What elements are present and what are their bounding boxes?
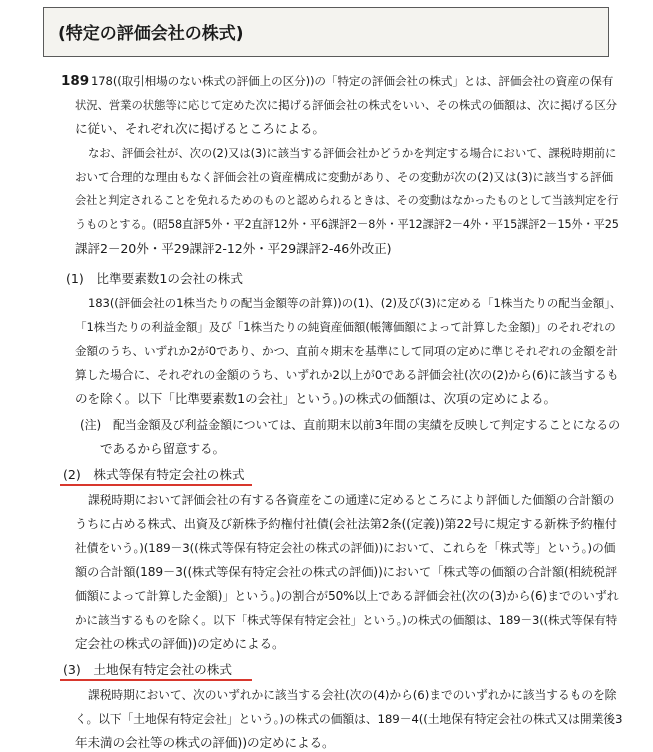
section-title-box: [43, 7, 609, 57]
item-2-line-1: 課税時期において評価会社の有する各資産をこの通達に定めるところにより評価した価額の合計額の: [88, 493, 615, 507]
note-line-1: なお、評価会社が、次の(2)又は(3)に該当する評価会社かどうかを判定する場合において、課税時期前に: [88, 146, 617, 160]
item-1-line-4: 算した場合に、それぞれの金額のうち、いずれか2以上が0である評価会社(次の(2)から(6)に該当するも: [75, 368, 619, 382]
item-2-line-2: うちに占める株式、出資及び新株予約権付社債(会社法第2条((定義))第22号に規定する新株予約権付: [75, 517, 617, 531]
section-title: (特定の評価会社の株式): [58, 24, 244, 44]
item-3-line-2: く。以下「土地保有特定会社」という。)の株式の価額は、189－4((土地保有特定会社の株式又は開業後3: [75, 712, 623, 726]
item-2-line-7: 定会社の株式の評価))の定めによる。: [75, 636, 285, 651]
item-1-line-5: のを除く。以下「比準要素数1の会社」という。)の株式の価額は、次項の定めによる。: [75, 391, 556, 406]
item-2-line-4: 額の合計額(189－3((株式等保有特定会社の株式の評価))において「株式等の価額の合計額(相続税評: [75, 565, 618, 579]
item-2-heading: (2) 株式等保有特定会社の株式: [63, 467, 245, 482]
item-2-heading-underline: [60, 484, 252, 486]
intro-line-1: 178((取引相場のない株式の評価上の区分))の「特定の評価会社の株式」とは、評価会社の資産の保有: [91, 74, 614, 88]
intro-line-3: に従い、それぞれ次に掲げるところによる。: [75, 121, 325, 136]
item-2-line-5: 価額によって計算した金額)」という。)の割合が50%以上である評価会社(次の(3)から(6)までのいずれ: [75, 589, 619, 603]
note-line-2: おいて合理的な理由もなく評価会社の資産構成に変動があり、その変動が次の(2)又は(3)に該当する評価: [75, 170, 613, 184]
item-3-heading: (3) 土地保有特定会社の株式: [63, 662, 232, 677]
item-2-line-3: 社債をいう。)(189－3((株式等保有特定会社の株式の評価))において、これらを「株式等」という。)の価: [75, 541, 616, 555]
item-2-line-6: かに該当するものを除く。以下「株式等保有特定会社」という。)の株式の価額は、189－3((株式等保有特: [75, 613, 618, 627]
item-1-heading: (1) 比準要素数1の会社の株式: [66, 271, 243, 286]
item-1-remark-line-1: (注) 配当金額及び利益金額については、直前期末以前3年間の実績を反映して判定することになるの: [80, 418, 621, 432]
item-1-line-1: 183((評価会社の1株当たりの配当金額等の計算))の(1)、(2)及び(3)に定める「1株当たりの配当金額」、: [88, 296, 622, 310]
intro-line-2: 状況、営業の状態等に応じて定めた次に掲げる評価会社の株式をいい、その株式の価額は、次に掲げる区分: [75, 98, 617, 112]
item-1-line-3: 金額のうち、いずれか2が0であり、かつ、直前々期末を基準にして同項の定めに準じそれぞれの金額を計: [75, 344, 618, 358]
note-line-3: 会社と判定されることを免れるためのものと認められるときは、その変動はなかったものとして当該判定を行: [75, 194, 619, 207]
item-3-line-1: 課税時期において、次のいずれかに該当する会社(次の(4)から(6)までのいずれかに該当するものを除: [88, 688, 617, 702]
note-line-5: 課評2－20外・平29課評2-12外・平29課評2-46外改正): [75, 241, 392, 256]
section-number: 189: [61, 73, 90, 89]
item-3-heading-underline: [60, 679, 252, 681]
note-line-4: うものとする。(昭58直評5外・平2直評12外・平6課評2－8外・平12課評2－4外・平15課評2－15外・平25: [75, 218, 619, 231]
item-1-remark-line-2: であるから留意する。: [100, 441, 225, 456]
item-1-line-2: 「1株当たりの利益金額」及び「1株当たりの純資産価額(帳簿価額によって計算した金額)」のそれぞれの: [75, 320, 616, 334]
item-3-line-3: 年未満の会社等の株式の評価))の定めによる。: [75, 735, 335, 750]
